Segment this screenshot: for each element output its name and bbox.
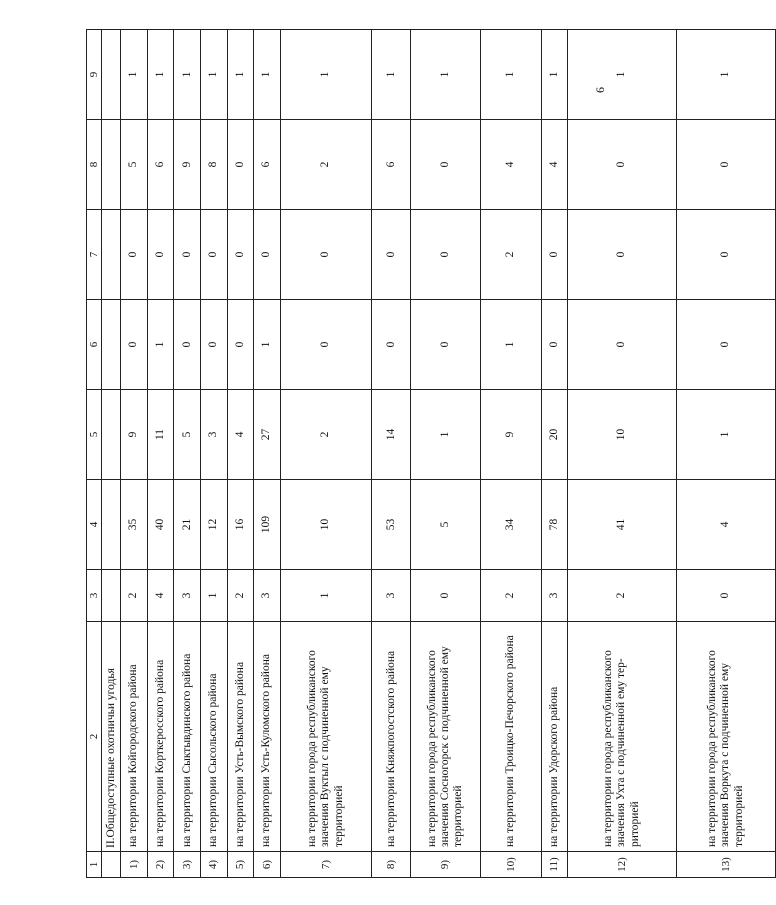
value-col-4: 109 [254, 480, 281, 570]
table-row [174, 30, 201, 878]
value-col-9: 1 [481, 30, 541, 120]
blank-cell [102, 30, 121, 120]
rotated-table-container [86, 30, 776, 878]
header-cell: 3 [87, 570, 102, 622]
row-number: 7) [280, 852, 372, 878]
value-col-8: 8 [201, 120, 228, 210]
territory-name: на территории Усть-Вымского района [227, 622, 254, 852]
value-col-6: 0 [568, 300, 677, 390]
value-col-5: 2 [280, 390, 372, 480]
value-col-8: 4 [481, 120, 541, 210]
territory-name: на территории города республиканского значения Воркута с подчиненной ему территорией [676, 622, 775, 852]
value-col-7: 2 [481, 210, 541, 300]
value-col-6: 1 [254, 300, 281, 390]
value-col-3: 2 [568, 570, 677, 622]
value-col-6: 0 [201, 300, 228, 390]
value-col-3: 4 [147, 570, 174, 622]
value-col-8: 0 [676, 120, 775, 210]
value-col-7: 0 [372, 210, 411, 300]
value-col-5: 11 [147, 390, 174, 480]
value-col-6: 0 [541, 300, 568, 390]
row-number: 9) [411, 852, 481, 878]
value-col-3: 3 [174, 570, 201, 622]
table-row [227, 30, 254, 878]
value-col-9: 1 [174, 30, 201, 120]
header-cell: 4 [87, 480, 102, 570]
value-col-6: 1 [147, 300, 174, 390]
value-col-9: 1 [201, 30, 228, 120]
value-col-7: 0 [174, 210, 201, 300]
value-col-4: 53 [372, 480, 411, 570]
header-cell: 7 [87, 210, 102, 300]
value-col-5: 4 [227, 390, 254, 480]
table-row [541, 30, 568, 878]
row-number: 11) [541, 852, 568, 878]
territory-name: на территории Троицко-Печорского района [481, 622, 541, 852]
header-cell: 6 [87, 300, 102, 390]
value-col-5: 20 [541, 390, 568, 480]
value-col-3: 0 [676, 570, 775, 622]
value-col-4: 41 [568, 480, 677, 570]
table-row [568, 30, 677, 878]
value-col-4: 21 [174, 480, 201, 570]
blank-cell [102, 480, 121, 570]
value-col-4: 34 [481, 480, 541, 570]
value-col-8: 6 [372, 120, 411, 210]
value-col-6: 0 [121, 300, 148, 390]
value-col-5: 27 [254, 390, 281, 480]
value-col-3: 0 [411, 570, 481, 622]
table-row [280, 30, 372, 878]
value-col-7: 0 [568, 210, 677, 300]
value-col-8: 0 [411, 120, 481, 210]
header-cell: 1 [87, 852, 102, 878]
row-number: 2) [147, 852, 174, 878]
row-number: 12) [568, 852, 677, 878]
value-col-5: 9 [481, 390, 541, 480]
value-col-9: 1 [121, 30, 148, 120]
value-col-9: 1 [254, 30, 281, 120]
value-col-9: 1 [147, 30, 174, 120]
row-number: 10) [481, 852, 541, 878]
value-col-4: 12 [201, 480, 228, 570]
value-col-8: 2 [280, 120, 372, 210]
table-row [254, 30, 281, 878]
row-number: 4) [201, 852, 228, 878]
value-col-4: 78 [541, 480, 568, 570]
value-col-6: 0 [411, 300, 481, 390]
value-col-5: 1 [676, 390, 775, 480]
table-row [201, 30, 228, 878]
value-col-6: 0 [280, 300, 372, 390]
blank-cell [102, 300, 121, 390]
value-col-7: 0 [676, 210, 775, 300]
value-col-8: 6 [254, 120, 281, 210]
row-number: 1) [121, 852, 148, 878]
value-col-7: 0 [147, 210, 174, 300]
header-cell: 9 [87, 30, 102, 120]
row-number: 8) [372, 852, 411, 878]
value-col-3: 3 [372, 570, 411, 622]
header-cell: 8 [87, 120, 102, 210]
value-col-4: 35 [121, 480, 148, 570]
value-col-4: 40 [147, 480, 174, 570]
territory-name: на территории города республиканского значения Ухта с подчиненной ему тер-риторией [568, 622, 677, 852]
value-col-5: 9 [121, 390, 148, 480]
value-col-3: 3 [541, 570, 568, 622]
value-col-7: 0 [280, 210, 372, 300]
value-col-5: 1 [411, 390, 481, 480]
value-col-6: 1 [481, 300, 541, 390]
value-col-6: 0 [227, 300, 254, 390]
table-row [121, 30, 148, 878]
hunting-grounds-table [86, 29, 776, 878]
value-col-7: 0 [201, 210, 228, 300]
territory-name: на территории Сысольского района [201, 622, 228, 852]
table-row [411, 30, 481, 878]
blank-cell [102, 852, 121, 878]
value-col-3: 1 [280, 570, 372, 622]
territory-name: на территории Койгородского района [121, 622, 148, 852]
value-col-5: 3 [201, 390, 228, 480]
territory-name: на территории Сыктывдинского района [174, 622, 201, 852]
value-col-9: 1 [676, 30, 775, 120]
header-cell: 5 [87, 390, 102, 480]
value-col-5: 14 [372, 390, 411, 480]
value-col-9: 1 [372, 30, 411, 120]
value-col-8: 0 [227, 120, 254, 210]
value-col-3: 1 [201, 570, 228, 622]
territory-name: на территории города республиканского значения Сосногорск с подчиненной ему территорией [411, 622, 481, 852]
value-col-8: 9 [174, 120, 201, 210]
section-row [102, 30, 121, 878]
page-number: 6 [593, 87, 607, 93]
section-title: II.Общедоступные охотничьи угодья [102, 622, 121, 852]
value-col-6: 0 [174, 300, 201, 390]
value-col-7: 0 [411, 210, 481, 300]
blank-cell [102, 210, 121, 300]
territory-name: на территории Усть-Куломского района [254, 622, 281, 852]
blank-cell [102, 390, 121, 480]
value-col-3: 2 [227, 570, 254, 622]
value-col-8: 5 [121, 120, 148, 210]
blank-cell [102, 570, 121, 622]
value-col-8: 6 [147, 120, 174, 210]
value-col-7: 0 [121, 210, 148, 300]
value-col-5: 5 [174, 390, 201, 480]
row-number: 3) [174, 852, 201, 878]
table-row [676, 30, 775, 878]
row-number: 5) [227, 852, 254, 878]
value-col-8: 0 [568, 120, 677, 210]
value-col-4: 16 [227, 480, 254, 570]
value-col-9: 1 [280, 30, 372, 120]
table-row [481, 30, 541, 878]
value-col-8: 4 [541, 120, 568, 210]
table-row [372, 30, 411, 878]
value-col-9: 1 [568, 30, 677, 120]
value-col-9: 1 [227, 30, 254, 120]
value-col-7: 0 [227, 210, 254, 300]
value-col-3: 2 [481, 570, 541, 622]
territory-name: на территории Корткеросского района [147, 622, 174, 852]
value-col-4: 4 [676, 480, 775, 570]
value-col-3: 3 [254, 570, 281, 622]
value-col-6: 0 [372, 300, 411, 390]
row-number: 13) [676, 852, 775, 878]
value-col-6: 0 [676, 300, 775, 390]
territory-name: на территории Удорского района [541, 622, 568, 852]
value-col-4: 10 [280, 480, 372, 570]
value-col-5: 10 [568, 390, 677, 480]
header-cell: 2 [87, 622, 102, 852]
table-row [147, 30, 174, 878]
value-col-9: 1 [541, 30, 568, 120]
blank-cell [102, 120, 121, 210]
value-col-7: 0 [254, 210, 281, 300]
row-number: 6) [254, 852, 281, 878]
territory-name: на территории Княжпогостского района [372, 622, 411, 852]
value-col-9: 1 [411, 30, 481, 120]
value-col-4: 5 [411, 480, 481, 570]
value-col-7: 0 [541, 210, 568, 300]
header-row [87, 30, 102, 878]
territory-name: на территории города республиканского значения Вуктыл с подчиненной ему территорией [280, 622, 372, 852]
value-col-3: 2 [121, 570, 148, 622]
